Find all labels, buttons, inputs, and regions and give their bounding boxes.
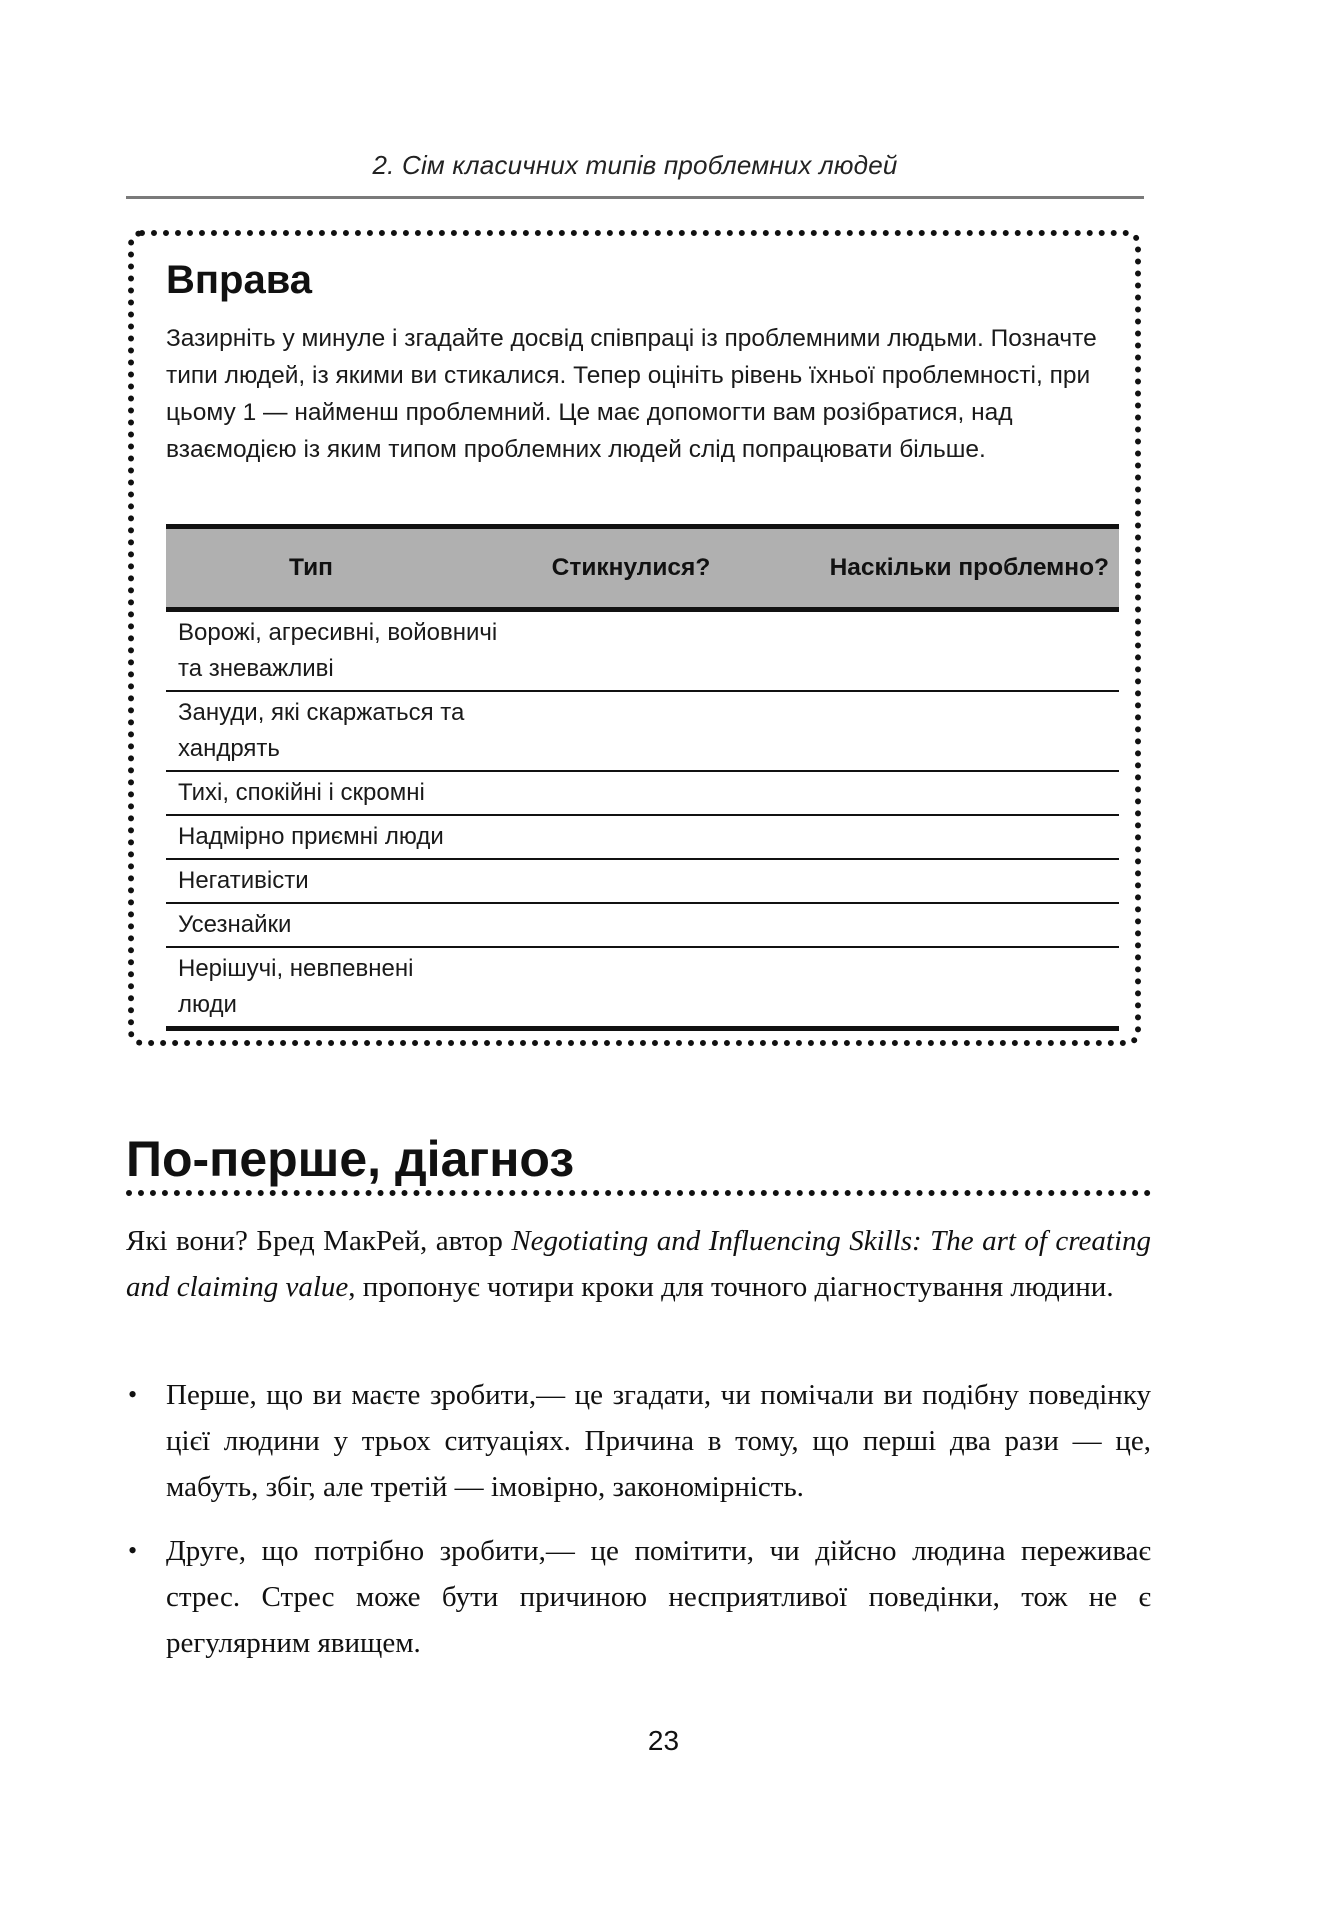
cell-type: Негативісти xyxy=(178,867,309,894)
bullet-icon: • xyxy=(128,1380,138,1409)
intro-text-before: Які вони? Бред МакРей, автор xyxy=(126,1225,512,1257)
intro-text-after: , пропонує чотири кроки для точного діагностування людини. xyxy=(348,1271,1114,1303)
list-item xyxy=(126,1528,1151,1666)
cell-rating[interactable] xyxy=(794,951,1110,1022)
table-row xyxy=(166,772,1119,816)
exercise-table xyxy=(166,524,1119,1031)
cell-type: Усезнайки xyxy=(178,911,292,938)
exercise-title: Вправа xyxy=(166,258,313,302)
table-row xyxy=(166,816,1119,860)
cell-met[interactable] xyxy=(498,695,804,766)
cell-rating[interactable] xyxy=(804,695,1110,766)
list-item xyxy=(126,1372,1151,1510)
header-rule xyxy=(126,196,1144,199)
list-item-text: Перше, що ви маєте зробити,— це згадати, чи помічали ви подібну поведінку цієї людини у трьох ситуаціях. Причина в тому, що перші два рази — це, мабуть, збіг, але третій — імовірно, закономірність. xyxy=(166,1379,1151,1503)
cell-type: Надмірно приємні люди xyxy=(178,823,444,850)
intro-paragraph xyxy=(126,1218,1151,1310)
cell-met[interactable] xyxy=(508,863,809,898)
steps-list xyxy=(126,1372,1151,1684)
column-header-type: Тип xyxy=(289,554,333,581)
cell-type: Тихі, спокійні і скромні xyxy=(178,779,425,806)
table-header xyxy=(166,524,1119,612)
cell-rating[interactable] xyxy=(809,775,1110,810)
column-header-met: Стикнулися? xyxy=(551,554,711,581)
book-title: Negotiating and Influencing Skills: The art of creating and claiming value xyxy=(126,1225,1152,1303)
cell-met[interactable] xyxy=(508,907,809,942)
list-item-text: Друге, що потрібно зробити,— це помітити, чи дійсно людина переживає стрес. Стрес може бути причиною несприятливої поведінки, тож не є регулярним явищем. xyxy=(166,1535,1151,1659)
table-row xyxy=(166,904,1119,948)
table-row xyxy=(166,948,1119,1031)
column-header-rating: Наскільки проблемно? xyxy=(829,554,1109,581)
cell-rating[interactable] xyxy=(809,615,1110,686)
cell-met[interactable] xyxy=(508,775,809,810)
table-row xyxy=(166,612,1119,692)
cell-type: Нерішучі, невпевнені люди xyxy=(178,955,414,1018)
cell-rating[interactable] xyxy=(809,819,1110,854)
cell-met[interactable] xyxy=(508,819,809,854)
page-number: 23 xyxy=(647,1725,680,1756)
bullet-icon: • xyxy=(128,1536,138,1565)
exercise-instructions: Зазирніть у минуле і згадайте досвід співпраці із проблемними людьми. Позначте типи людей, із якими ви стикалися. Тепер оцініть рівень їхньої проблемності, при цьому 1 — найменш проблемний. Це має допомогти вам розібратися, над взаємодією із яким типом проблемних людей слід попрацювати більше. xyxy=(166,325,1097,463)
table-row xyxy=(166,860,1119,904)
table-row xyxy=(166,692,1119,772)
cell-rating[interactable] xyxy=(809,907,1110,942)
cell-met[interactable] xyxy=(478,951,794,1022)
cell-rating[interactable] xyxy=(809,863,1110,898)
running-header: 2. Сім класичних типів проблемних людей xyxy=(372,150,898,180)
cell-met[interactable] xyxy=(508,615,809,686)
section-dotted-rule xyxy=(126,1190,1151,1196)
cell-type: Ворожі, агресивні, войовничі та зневажливі xyxy=(178,619,498,682)
section-heading: По-перше, діагноз xyxy=(126,1131,575,1187)
cell-type: Зануди, які скаржаться та хандрять xyxy=(178,699,465,762)
